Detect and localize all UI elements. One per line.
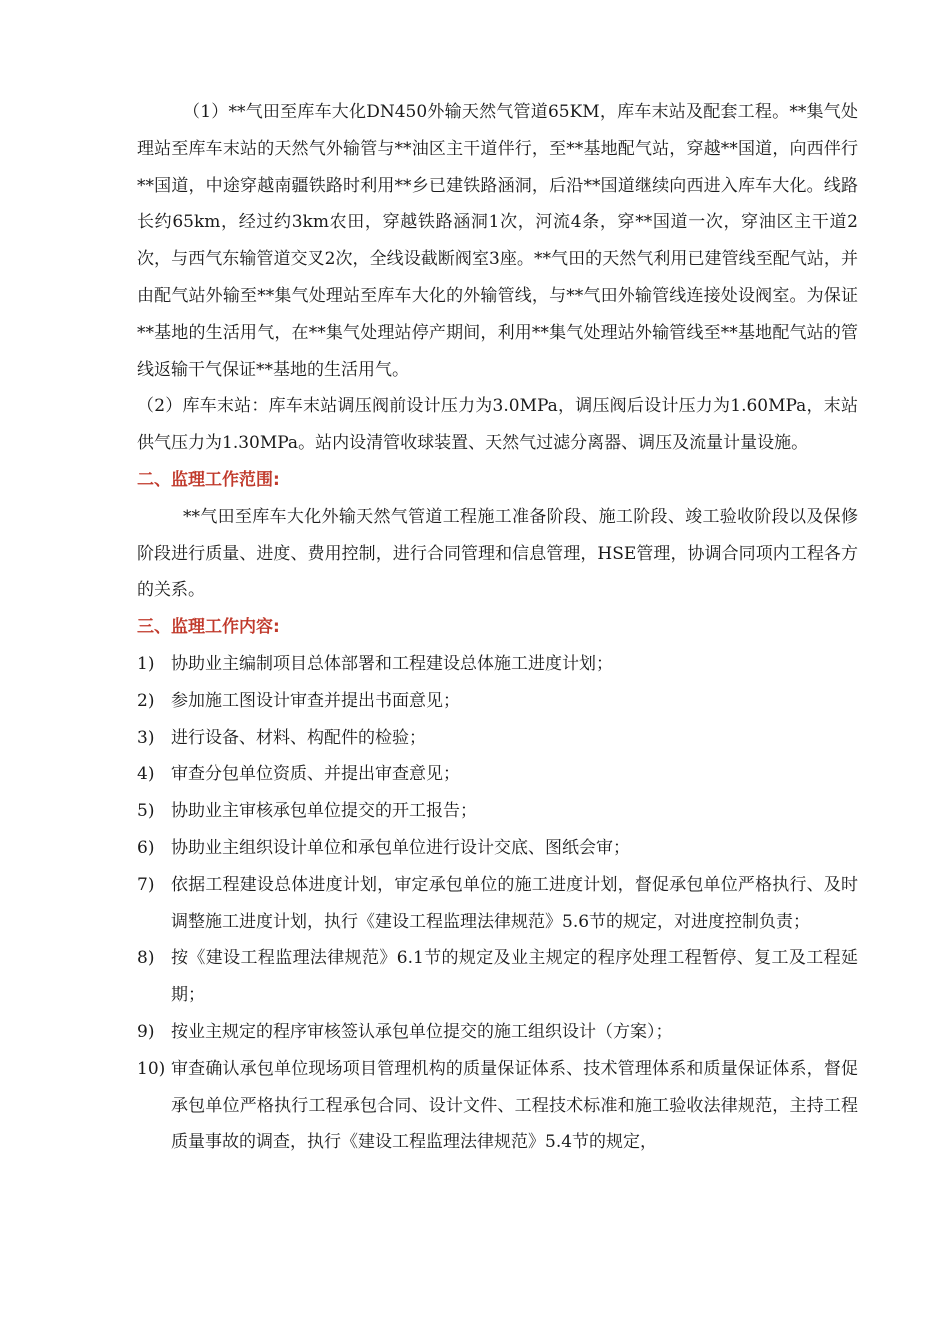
item-number: 9) — [137, 1021, 155, 1042]
scope-paragraph: **气田至库车大化外输天然气管道工程施工准备阶段、施工阶段、竣工验收阶段以及保修阶段进行质量、进度、费用控制，进行合同管理和信息管理，HSE管理，协调合同项内工程各方的关系。 — [137, 506, 858, 601]
item-number: 7) — [137, 874, 155, 895]
list-item — [137, 720, 858, 757]
item-text: 审查分包单位资质、并提出审查意见； — [171, 764, 460, 785]
item-number: 2) — [137, 690, 155, 711]
list-item — [137, 1014, 858, 1051]
item-text: 协助业主编制项目总体部署和工程建设总体施工进度计划； — [171, 653, 613, 674]
list-item — [137, 793, 858, 830]
work-content-list — [137, 646, 858, 1161]
list-item — [137, 646, 858, 683]
item-text: 按《建设工程监理法律规范》6.1节的规定及业主规定的程序处理工程暂停、复工及工程延期； — [171, 948, 858, 1006]
item-number: 3) — [137, 727, 155, 748]
item-text: 协助业主组织设计单位和承包单位进行设计交底、图纸会审； — [171, 837, 630, 858]
item-number: 1) — [137, 653, 155, 674]
list-item — [137, 1051, 858, 1161]
item-text: 审查确认承包单位现场项目管理机构的质量保证体系、技术管理体系和质量保证体系，督促承包单位严格执行工程承包合同、设计文件、工程技术标准和施工验收法律规范，主持工程质量事故的调查，执行《建设工程监理法律规范》5.4节的规定， — [171, 1058, 858, 1153]
project-description-paragraph: （1）**气田至库车大化DN450外输天然气管道65KM，库车末站及配套工程。**集气处理站至库车末站的天然气外输管与**油区主干道伴行，至**基地配气站，穿越**国道，向西伴行**国道，中途穿越南疆铁路时利用**乡已建铁路涵洞，后沿**国道继续向西进入库车大化。线路长约65km，经过约3km农田，穿越铁路涵洞1次，河流4条，穿**国道一次，穿油区主干道2次，与西气东输管道交叉2次，全线设截断阀室3座。**气田的天然气利用已建管线至配气站，并由配气站外输至**集气处理站至库车大化的外输管线，与**气田外输管线连接处设阀室。为保证**基地的生活用气，在**集气处理站停产期间，利用**集气处理站外输管线至**基地配气站的管线返输干气保证**基地的生活用气。 — [137, 102, 858, 380]
item-text: 协助业主审核承包单位提交的开工报告； — [171, 801, 477, 822]
item-number: 8) — [137, 948, 155, 969]
content-heading: 三、监理工作内容: — [137, 617, 280, 638]
terminal-station-paragraph: （2）库车末站：库车末站调压阀前设计压力为3.0MPa，调压阀后设计压力为1.60MPa，末站供气压力为1.30MPa。站内设清管收球装置、天然气过滤分离器、调压及流量计量设施。 — [137, 396, 858, 454]
item-text: 依据工程建设总体进度计划，审定承包单位的施工进度计划，督促承包单位严格执行、及时调整施工进度计划，执行《建设工程监理法律规范》5.6节的规定，对进度控制负责； — [171, 874, 858, 932]
list-item — [137, 756, 858, 793]
item-text: 进行设备、材料、构配件的检验； — [171, 727, 426, 748]
scope-heading: 二、监理工作范围: — [137, 469, 280, 490]
list-item — [137, 940, 858, 1014]
list-item — [137, 683, 858, 720]
list-item — [137, 830, 858, 867]
item-number: 10) — [137, 1058, 166, 1079]
item-number: 4) — [137, 764, 155, 785]
item-text: 参加施工图设计审查并提出书面意见； — [171, 690, 460, 711]
item-text: 按业主规定的程序审核签认承包单位提交的施工组织设计（方案）； — [171, 1021, 673, 1042]
item-number: 5) — [137, 801, 155, 822]
item-number: 6) — [137, 837, 155, 858]
list-item — [137, 867, 858, 941]
